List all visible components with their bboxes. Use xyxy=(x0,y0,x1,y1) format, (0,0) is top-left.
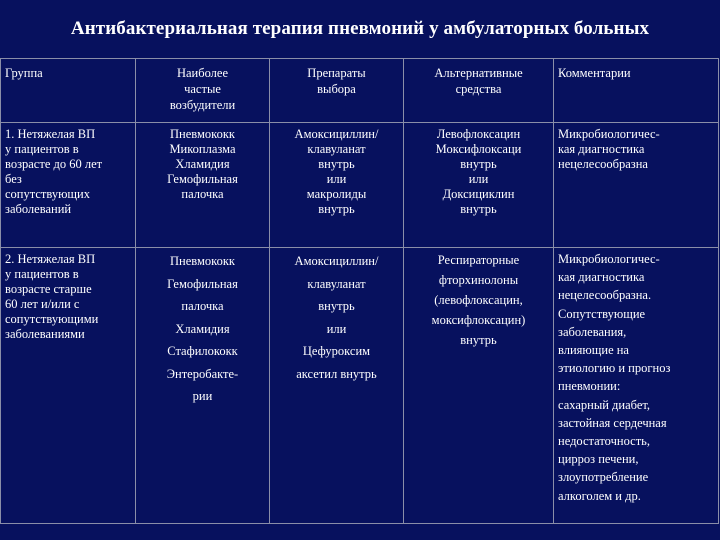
table-row xyxy=(1,123,719,248)
row2-drugs: Амоксициллин/ клавуланат внутрь или Цефуроксим аксетил внутрь xyxy=(270,248,404,524)
slide-title: Антибактериальная терапия пневмоний у амбулаторных больных xyxy=(70,18,650,39)
row1-alternatives: Левофлоксацин Моксифлоксаци внутрь или Доксициклин внутрь xyxy=(404,123,554,248)
row2-group: 2. Нетяжелая ВП у пациентов в возрасте старше 60 лет и/или с сопутствующими заболеваниями xyxy=(1,248,136,524)
header-row xyxy=(1,59,719,123)
header-pathogens: Наиболее частые возбудители xyxy=(136,59,270,123)
table-row xyxy=(1,248,719,524)
row2-alternatives: Респираторные фторхинолоны (левофлоксацин, моксифлоксацин) внутрь xyxy=(404,248,554,524)
row1-pathogens: Пневмококк Микоплазма Хламидия Гемофильная палочка xyxy=(136,123,270,248)
header-group: Группа xyxy=(1,59,136,123)
row2-comments: Микробиологичес- кая диагностика нецелесообразна. Сопутствующие заболевания, влияющие на этиологию и прогноз пневмонии: сахарный диабет, застойная сердечная недостаточность, цирроз печени, злоупотребление алкоголем и др. xyxy=(554,248,719,524)
header-drugs: Препараты выбора xyxy=(270,59,404,123)
row1-drugs: Амоксициллин/ клавуланат внутрь или макролиды внутрь xyxy=(270,123,404,248)
therapy-table xyxy=(0,58,719,524)
header-comments: Комментарии xyxy=(554,59,719,123)
row1-comments: Микробиологичес- кая диагностика нецелесообразна xyxy=(554,123,719,248)
row1-group: 1. Нетяжелая ВП у пациентов в возрасте до 60 лет без сопутствующих заболеваний xyxy=(1,123,136,248)
row2-pathogens: Пневмококк Гемофильная палочка Хламидия Стафилококк Энтеробакте- рии xyxy=(136,248,270,524)
header-alternatives: Альтернативные средства xyxy=(404,59,554,123)
